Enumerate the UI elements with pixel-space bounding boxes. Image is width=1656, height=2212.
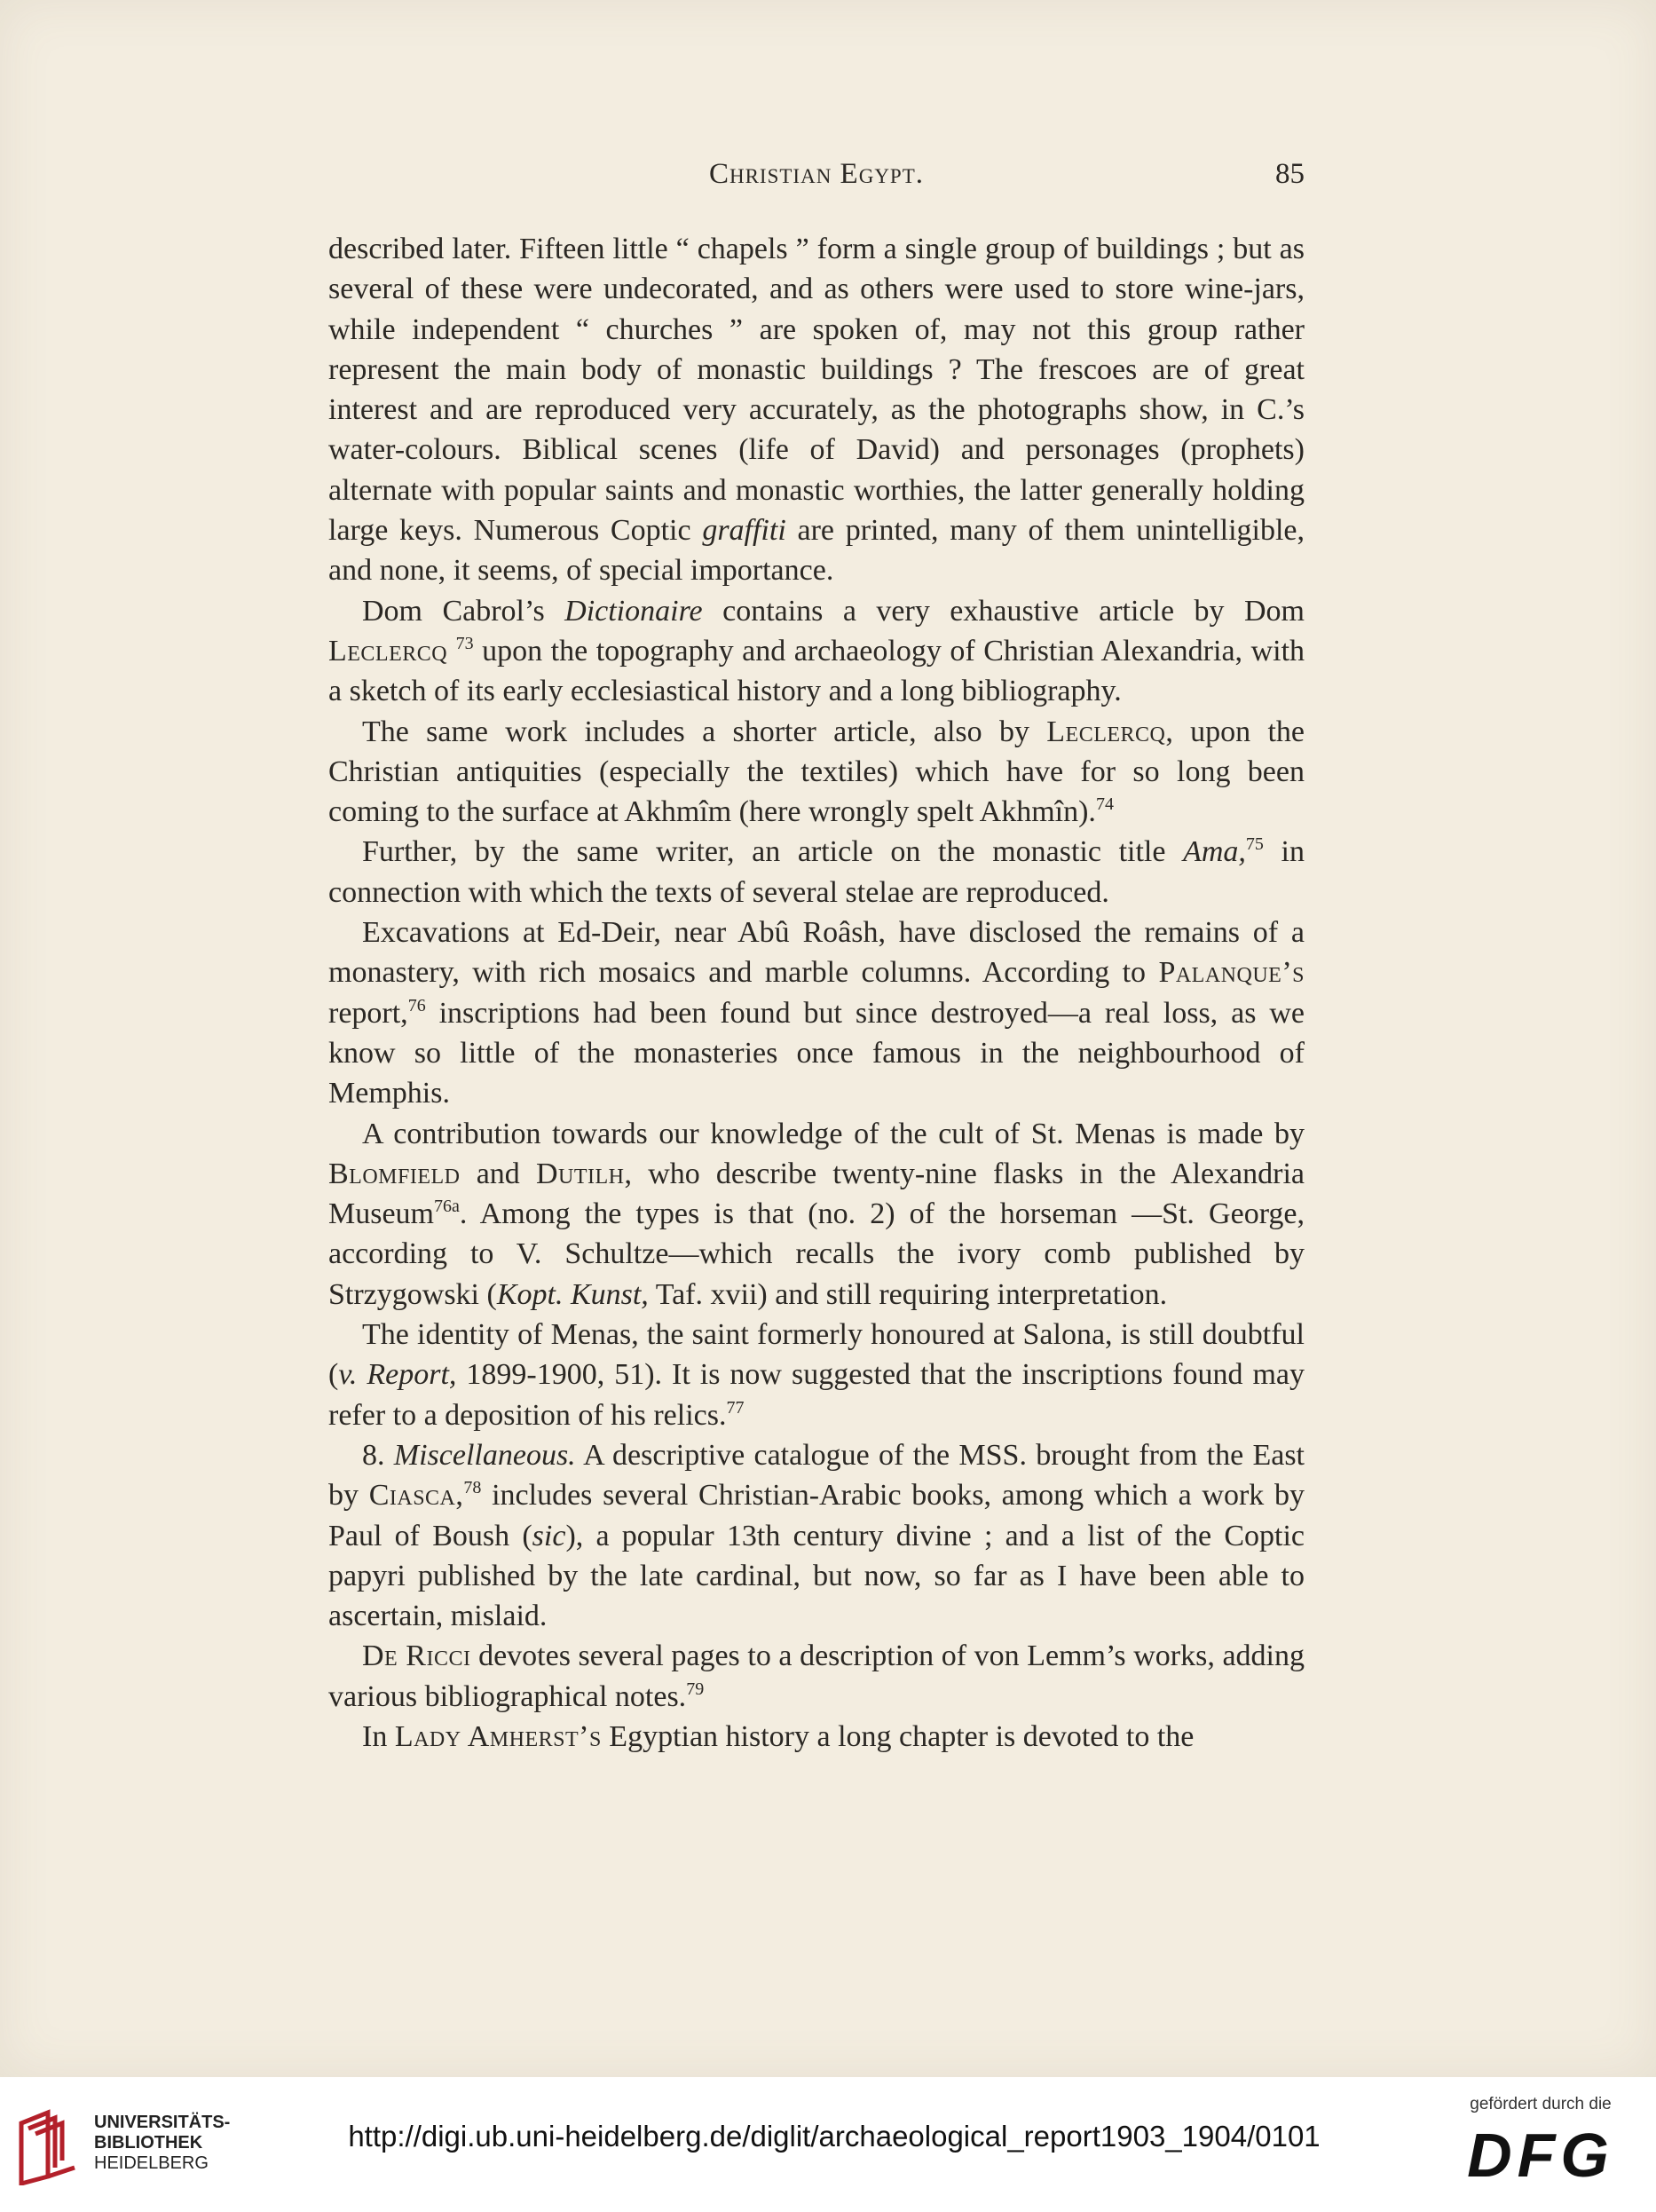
author-name: Dutilh <box>535 1157 625 1190</box>
funding-notice <box>1443 2093 1638 2200</box>
italic-title: v. Report, <box>338 1358 457 1392</box>
paragraph-1-text: described later. Fifteen little “ chapels ” form a single group of buildings ; but as several of these were undecorated, and as others were used to store wine-jars, while independent “ churches ” are spoken of, may not this group rather represent the main body of monastic buildings ? The frescoes are of great interest and are reproduced very accurately, as the photographs show, in C.’s water-colours. Biblical scenes (life of David) and personages (prophets) alternate with popular saints and monastic worthies, the latter generally holding large keys. Numerous Coptic <box>328 233 1305 548</box>
footnote-ref: 78 <box>463 1478 482 1498</box>
viewer-footer <box>0 2077 1656 2212</box>
text-run: A descriptive catalogue of the MSS. brought from the East by <box>328 1438 1305 1513</box>
paragraph-4 <box>328 832 1305 912</box>
italic-title: Kopt. Kunst, <box>496 1277 649 1311</box>
text-run: ), a popular 13th century divine ; and a list of the Coptic papyri published by the late cardinal, but now, so far as I have been able to ascertain, mislaid. <box>328 1519 1305 1633</box>
text-run: includes several Christian-Arabic books, among which a work by Paul of Boush ( <box>328 1479 1305 1552</box>
footnote-ref: 77 <box>726 1397 745 1418</box>
text-run: , upon the Christian antiquities (especially the textiles) which have for so long been coming to the surface at Akhmîm (here wrongly spelt Akhmîn). <box>328 715 1305 829</box>
author-name: Lady Amherst’s <box>394 1719 602 1753</box>
italic-graffiti: graffiti <box>702 514 786 548</box>
text-run: 1899-1900, 51). It is now suggested that the inscriptions found may refer to a deposition of his relics. <box>328 1358 1305 1432</box>
permalink-url[interactable]: http://digi.ub.uni-heidelberg.de/diglit/archaeological_report1903_1904/0101 <box>348 2120 1321 2153</box>
footnote-ref: 79 <box>686 1679 705 1699</box>
paragraph-1-end: are printed, many of them unintelligible, and none, it seems, of special importance. <box>328 514 1305 588</box>
text-run: Excavations at Ed-Deir, near Abû Roâsh, have disclosed the remains of a monastery, with rich mosaics and marble columns. According to <box>328 916 1305 990</box>
text-run: Egyptian history a long chapter is devoted to the <box>601 1719 1195 1753</box>
paragraph-6 <box>328 1114 1305 1315</box>
paragraph-8 <box>328 1435 1305 1636</box>
text-run: The identity of Menas, the saint formerly honoured at Salona, is still doubtful ( <box>328 1318 1305 1392</box>
text-run: inscriptions had been found but since destroyed—a real loss, as we know so little of the monasteries once famous in the neighbourhood of Memphis. <box>328 996 1305 1110</box>
text-run: report, <box>328 996 408 1030</box>
paragraph-2 <box>328 591 1305 712</box>
section-number: 8. <box>362 1438 394 1472</box>
text-run: upon the topography and archaeology of Christian Alexandria, with a sketch of its early ecclesiastical history and a long bibliography. <box>328 634 1305 708</box>
text-run: In <box>362 1719 395 1753</box>
text-run: contains a very exhaustive article by Dom <box>702 594 1305 628</box>
text-run: and <box>460 1157 536 1190</box>
paragraph-9 <box>328 1636 1305 1717</box>
author-name: Leclercq <box>1046 715 1166 748</box>
library-name <box>94 2113 230 2174</box>
paragraph-7 <box>328 1315 1305 1435</box>
italic-term: Ama, <box>1183 835 1246 869</box>
text-run: The same work includes a shorter article, also by <box>362 715 1047 748</box>
footnote-ref: 75 <box>1245 834 1264 855</box>
footnote-ref: 76a <box>434 1197 460 1217</box>
author-name: Blomfield <box>328 1157 461 1190</box>
running-title: Christian Egypt. <box>708 158 925 190</box>
text-run: Taf. xvii) and still requiring interpretation. <box>648 1277 1168 1311</box>
paragraph-3 <box>328 712 1305 833</box>
paragraph-10 <box>328 1717 1305 1757</box>
italic-title: Dictionaire <box>564 594 703 628</box>
text-run: in connection with which the texts of several stelae are reproduced. <box>328 835 1305 909</box>
text-run: . Among the types is that (no. 2) of the horseman —St. George, according to V. Schultze—which recalls the ivory comb published by Strzygowski ( <box>328 1197 1305 1311</box>
footnote-ref: 74 <box>1095 794 1114 815</box>
library-line-1: UNIVERSITÄTS- <box>94 2113 231 2132</box>
text-run: devotes several pages to a description of von Lemm’s works, adding various bibliographical notes. <box>328 1639 1305 1713</box>
footnote-ref: 76 <box>407 995 426 1015</box>
footnote-ref: 73 <box>455 633 474 653</box>
section-heading: Miscellaneous. <box>393 1438 576 1472</box>
text-run: Further, by the same writer, an article on the monastic title <box>362 835 1184 869</box>
text-run: , who describe twenty-nine flasks in the Alexandria Museum <box>328 1157 1305 1231</box>
author-name: Leclercq <box>328 634 448 668</box>
body-text <box>328 229 1305 1757</box>
text-run: A contribution towards our knowledge of the cult of St. Menas is made by <box>362 1117 1305 1150</box>
library-line-2: BIBLIOTHEK <box>94 2133 203 2153</box>
library-emblem-icon <box>12 2105 89 2185</box>
italic-term: sic <box>532 1519 566 1552</box>
author-name: De Ricci <box>362 1639 471 1673</box>
paragraph-5 <box>328 912 1305 1113</box>
page-number: 85 <box>1275 158 1305 190</box>
text-run: Dom Cabrol’s <box>362 594 565 628</box>
paragraph-1 <box>328 229 1305 591</box>
dfg-logo[interactable]: DFG <box>1467 2121 1614 2190</box>
library-line-3: HEIDELBERG <box>94 2153 209 2173</box>
funding-caption: gefördert durch die <box>1470 2095 1612 2113</box>
author-name: Ciasca, <box>368 1479 464 1513</box>
page-header <box>328 158 1305 202</box>
author-name: Palanque’s <box>1158 956 1305 990</box>
university-library-logo[interactable] <box>12 2105 231 2185</box>
